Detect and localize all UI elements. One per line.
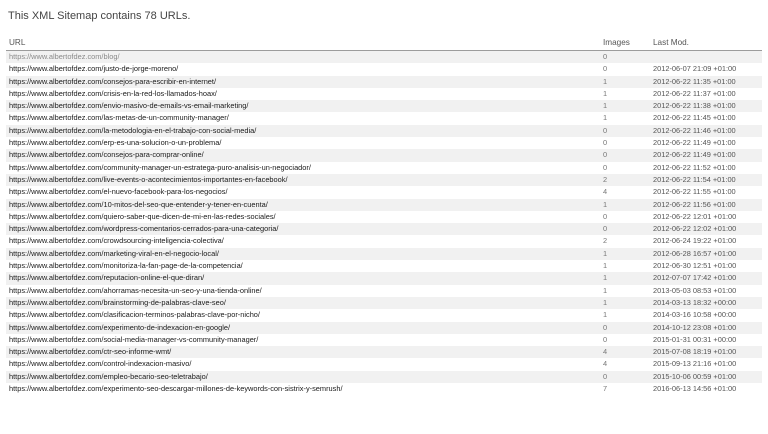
images-count: 1: [600, 76, 650, 88]
last-modified: 2012-06-22 11:46 +01:00: [650, 125, 762, 137]
last-modified: 2014-10-12 23:08 +01:00: [650, 322, 762, 334]
images-count: 2: [600, 174, 650, 186]
url-cell: [6, 137, 600, 149]
table-row: [6, 199, 762, 211]
table-row: [6, 297, 762, 309]
table-row: [6, 346, 762, 358]
header-row: [6, 36, 762, 51]
url-cell: [6, 235, 600, 247]
images-count: 1: [600, 112, 650, 124]
sitemap-url-link[interactable]: https://www.albertofdez.com/justo-de-jorge-moreno/: [9, 64, 179, 74]
sitemap-url-link[interactable]: https://www.albertofdez.com/monitoriza-la-fan-page-de-la-competencia/: [9, 261, 243, 271]
images-count: 1: [600, 88, 650, 100]
sitemap-url-link[interactable]: https://www.albertofdez.com/ctr-seo-informe-wmt/: [9, 347, 172, 357]
column-header-url[interactable]: URL: [6, 36, 600, 51]
images-count: 4: [600, 358, 650, 370]
url-cell: [6, 297, 600, 309]
table-row: [6, 322, 762, 334]
sitemap-url-link[interactable]: https://www.albertofdez.com/crowdsourcing-inteligencia-colectiva/: [9, 236, 224, 246]
url-cell: [6, 371, 600, 383]
last-modified: 2012-06-30 12:51 +01:00: [650, 260, 762, 272]
url-cell: [6, 174, 600, 186]
table-row: [6, 211, 762, 223]
images-count: 4: [600, 186, 650, 198]
last-modified: 2012-06-07 21:09 +01:00: [650, 63, 762, 75]
last-modified: 2013-05-03 08:53 +01:00: [650, 285, 762, 297]
last-modified: 2012-06-22 11:37 +01:00: [650, 88, 762, 100]
table-row: [6, 272, 762, 284]
table-row: [6, 371, 762, 383]
images-count: 1: [600, 309, 650, 321]
images-count: 0: [600, 51, 650, 64]
table-row: [6, 260, 762, 272]
url-cell: [6, 88, 600, 100]
last-modified: 2014-03-13 18:32 +00:00: [650, 297, 762, 309]
sitemap-url-link[interactable]: https://www.albertofdez.com/10-mitos-del-seo-que-entender-y-tener-en-cuenta/: [9, 199, 268, 209]
table-row: [6, 309, 762, 321]
table-row: [6, 112, 762, 124]
images-count: 0: [600, 223, 650, 235]
images-count: 0: [600, 149, 650, 161]
images-count: 0: [600, 63, 650, 75]
sitemap-url-link[interactable]: https://www.albertofdez.com/quiero-saber-que-dicen-de-mi-en-las-redes-sociales/: [9, 211, 276, 221]
table-row: [6, 149, 762, 161]
url-cell: [6, 260, 600, 272]
sitemap-url-link[interactable]: https://www.albertofdez.com/experimento-de-indexacion-en-google/: [9, 322, 231, 332]
images-count: 0: [600, 162, 650, 174]
url-cell: [6, 51, 600, 64]
sitemap-url-link[interactable]: https://www.albertofdez.com/empleo-becario-seo-teletrabajo/: [9, 371, 208, 381]
url-cell: [6, 358, 600, 370]
last-modified: 2012-06-22 11:38 +01:00: [650, 100, 762, 112]
sitemap-url-link[interactable]: https://www.albertofdez.com/reputacion-online-el-que-diran/: [9, 273, 205, 283]
sitemap-intro: This XML Sitemap contains 78 URLs.: [8, 10, 191, 22]
url-cell: [6, 112, 600, 124]
url-cell: [6, 334, 600, 346]
images-count: 0: [600, 334, 650, 346]
images-count: 0: [600, 322, 650, 334]
url-cell: [6, 162, 600, 174]
sitemap-url-link[interactable]: https://www.albertofdez.com/consejos-para-comprar-online/: [9, 150, 204, 160]
url-cell: [6, 322, 600, 334]
table-row: [6, 76, 762, 88]
images-count: 0: [600, 125, 650, 137]
last-modified: 2012-06-24 19:22 +01:00: [650, 235, 762, 247]
table-row: [6, 186, 762, 198]
table-row: [6, 223, 762, 235]
column-header-lastmod[interactable]: Last Mod.: [650, 36, 762, 51]
images-count: 1: [600, 248, 650, 260]
last-modified: 2012-06-22 11:35 +01:00: [650, 76, 762, 88]
url-cell: [6, 149, 600, 161]
url-cell: [6, 346, 600, 358]
url-cell: [6, 223, 600, 235]
last-modified: 2012-06-22 11:49 +01:00: [650, 149, 762, 161]
sitemap-url-link[interactable]: https://www.albertofdez.com/experimento-seo-descargar-millones-de-keywords-con-sistrix-y-semrush/: [9, 384, 343, 394]
last-modified: 2012-07-07 17:42 +01:00: [650, 272, 762, 284]
table-row: [6, 358, 762, 370]
last-modified: 2015-01-31 00:31 +00:00: [650, 334, 762, 346]
images-count: 0: [600, 137, 650, 149]
sitemap-url-link[interactable]: https://www.albertofdez.com/control-indexacion-masivo/: [9, 359, 192, 369]
table-row: [6, 137, 762, 149]
sitemap-url-link[interactable]: https://www.albertofdez.com/las-metas-de-un-community-manager/: [9, 113, 229, 123]
column-header-images[interactable]: Images: [600, 36, 650, 51]
sitemap-url-link[interactable]: https://www.albertofdez.com/marketing-viral-en-el-negocio-local/: [9, 248, 219, 258]
url-cell: [6, 76, 600, 88]
table-row: [6, 100, 762, 112]
url-cell: [6, 199, 600, 211]
sitemap-url-link[interactable]: https://www.albertofdez.com/brainstorming-de-palabras-clave-seo/: [9, 297, 226, 307]
table-row: [6, 63, 762, 75]
table-row: [6, 88, 762, 100]
last-modified: [650, 51, 762, 64]
last-modified: 2014-03-16 10:58 +00:00: [650, 309, 762, 321]
sitemap-url-link[interactable]: https://www.albertofdez.com/social-media-manager-vs-community-manager/: [9, 334, 259, 344]
images-count: 7: [600, 383, 650, 395]
sitemap-rows: [6, 51, 762, 396]
sitemap-url-link[interactable]: https://www.albertofdez.com/wordpress-comentarios-cerrados-para-una-categoria/: [9, 224, 279, 234]
images-count: 2: [600, 235, 650, 247]
table-row: [6, 383, 762, 395]
images-count: 0: [600, 211, 650, 223]
images-count: 1: [600, 297, 650, 309]
sitemap-table: [6, 36, 762, 395]
url-cell: [6, 125, 600, 137]
last-modified: 2015-07-08 18:19 +01:00: [650, 346, 762, 358]
images-count: 1: [600, 285, 650, 297]
table-row: [6, 51, 762, 64]
images-count: 0: [600, 371, 650, 383]
images-count: 1: [600, 199, 650, 211]
last-modified: 2015-10-06 00:59 +01:00: [650, 371, 762, 383]
last-modified: 2012-06-28 16:57 +01:00: [650, 248, 762, 260]
sitemap-url-link[interactable]: https://www.albertofdez.com/erp-es-una-solucion-o-un-problema/: [9, 138, 222, 148]
url-cell: [6, 186, 600, 198]
sitemap-url-link[interactable]: https://www.albertofdez.com/community-manager-un-estratega-puro-analisis-un-negociador/: [9, 162, 311, 172]
url-cell: [6, 272, 600, 284]
last-modified: 2012-06-22 11:55 +01:00: [650, 186, 762, 198]
url-cell: [6, 248, 600, 260]
sitemap-url-link[interactable]: https://www.albertofdez.com/envio-masivo-de-emails-vs-email-marketing/: [9, 101, 249, 111]
last-modified: 2012-06-22 11:54 +01:00: [650, 174, 762, 186]
sitemap-url-link[interactable]: https://www.albertofdez.com/el-nuevo-facebook-para-los-negocios/: [9, 187, 228, 197]
last-modified: 2012-06-22 11:52 +01:00: [650, 162, 762, 174]
sitemap-url-link[interactable]: https://www.albertofdez.com/blog/: [9, 52, 120, 61]
url-cell: [6, 285, 600, 297]
table-row: [6, 174, 762, 186]
table-row: [6, 285, 762, 297]
sitemap-url-link[interactable]: https://www.albertofdez.com/la-metodologia-en-el-trabajo-con-social-media/: [9, 125, 257, 135]
images-count: 1: [600, 272, 650, 284]
table-row: [6, 162, 762, 174]
last-modified: 2012-06-22 12:02 +01:00: [650, 223, 762, 235]
last-modified: 2015-09-13 21:16 +01:00: [650, 358, 762, 370]
last-modified: 2012-06-22 11:56 +01:00: [650, 199, 762, 211]
sitemap-url-link[interactable]: https://www.albertofdez.com/ahorramas-necesita-un-seo-y-una-tienda-online/: [9, 285, 262, 295]
images-count: 1: [600, 260, 650, 272]
table-row: [6, 334, 762, 346]
table-row: [6, 248, 762, 260]
sitemap-url-link[interactable]: https://www.albertofdez.com/consejos-para-escribir-en-internet/: [9, 76, 217, 86]
url-cell: [6, 383, 600, 395]
table-row: [6, 125, 762, 137]
last-modified: 2012-06-22 12:01 +01:00: [650, 211, 762, 223]
sitemap-url-link[interactable]: https://www.albertofdez.com/live-events-o-acontecimientos-importantes-en-facebook/: [9, 174, 288, 184]
url-cell: [6, 309, 600, 321]
images-count: 1: [600, 100, 650, 112]
last-modified: 2012-06-22 11:49 +01:00: [650, 137, 762, 149]
last-modified: 2016-06-13 14:56 +01:00: [650, 383, 762, 395]
sitemap-url-link[interactable]: https://www.albertofdez.com/clasificacion-terminos-palabras-clave-por-nicho/: [9, 310, 260, 320]
url-cell: [6, 100, 600, 112]
table-row: [6, 235, 762, 247]
last-modified: 2012-06-22 11:45 +01:00: [650, 112, 762, 124]
sitemap-url-link[interactable]: https://www.albertofdez.com/crisis-en-la-red-los-llamados-hoax/: [9, 88, 217, 98]
images-count: 4: [600, 346, 650, 358]
url-cell: [6, 211, 600, 223]
url-cell: [6, 63, 600, 75]
